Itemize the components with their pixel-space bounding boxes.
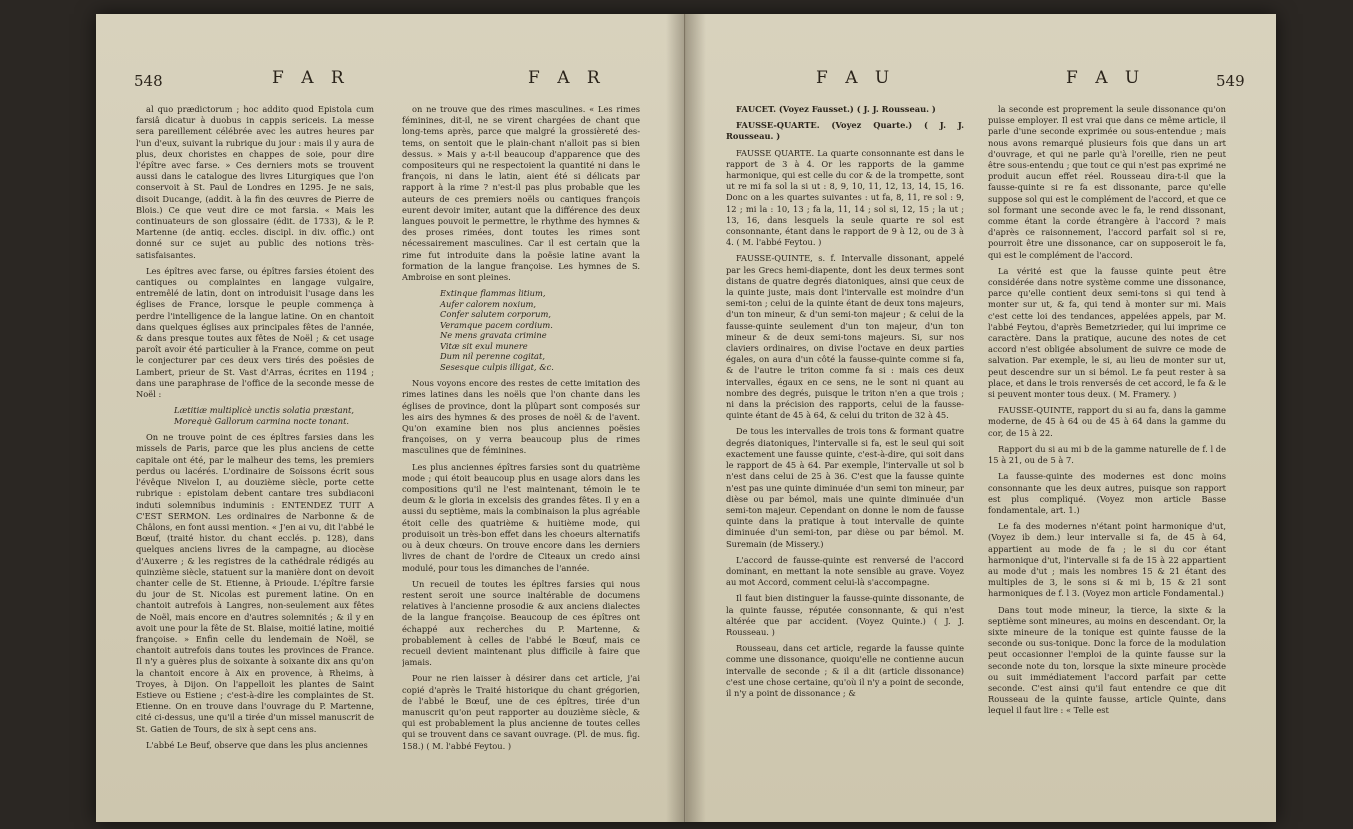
paragraph: Le fa des modernes n'étant point harmonique d'ut, (Voyez ib dem.) leur intervalle si fa, de 45 à 64, appartient au mode de fa ; le si du cor étant harmonique d'ut, l'intervalle si fa de 15 à 22 appartient au mode d'ut ; mais les nombres 15 & 21 étant des multiples de 3, le sons si & mi b, 15 & 21 sont harmoniques de f. l 3. (Voyez mon article Fondamental.) — [988, 521, 1226, 599]
paragraph: Dans tout mode mineur, la tierce, la sixte & la septième sont mineures, au moins en descendant. Or, la sixte mineure de la tonique est quinte fausse de la seconde ou sus-tonique. Donc la force de la modulation peut occasionner l'emploi de la quinte fausse sur la seconde note du ton, lorsque la sixte mineure procède ou suit immédiatement l'accord parfait par cette seconde. C'est ainsi qu'il faut entendre ce que dit Rousseau de la quinte fausse, article Quinte, dans lequel il faut lire : « Telle est — [988, 604, 1226, 716]
paragraph: al quo prædictorum ; hoc addito quod Epistola cum farsiâ dicatur à duobus in cappis sericeis. La messe sera pareillement célébrée avec les autres heures par l'un d'eux, suivant la rubrique du jour : mais il y aura de plus, deux choristes en chappes de soie, pour dire l'épître avec farse. » Ces derniers mots se trouvent aussi dans le catalogue des livres Liturgiques que l'on conservoit à St. Paul de Londres en 1295. Je ne sais, disoit Ducange, (addit. à la fin des œuvres de Pierre de Blois.) Ce que veut dire ce mot farsia. « Mais les continuateurs de son glossaire (édit. de 1733), & le P. Martenne (de antiq. eccles. discipl. in div. offic.) ont donné sur ce sujet au public des notions très-satisfaisantes. — [136, 104, 374, 260]
paragraph: De tous les intervalles de trois tons & formant quatre degrés diatoniques, l'intervalle si fa, est le seul qui soit exactement une fausse quinte, c'est-à-dire, qui soit dans le rapport de 45 à 64. Par exemple, l'intervalle ut sol b n'est dans celui de 25 à 36. C'est que la fausse quinte n'est pas une quinte diminuée d'un semi ton mineur, par dièse ou par bémol, mais une quinte diminuée d'un semi-ton majeur. Cependant on donne le nom de fausse quinte dans la pratique à tout intervalle de quinte diminuée d'un semi-ton, par dièse ou par bémol. M. Suremain (de Missery.) — [726, 426, 964, 549]
paragraph: FAUSSE-QUINTE, s. f. Intervalle dissonant, appelé par les Grecs hemi-diapente, dont les deux termes sont distans de quatre degrés diatoniques, ainsi que ceux de la quinte juste, mais dont l'intervalle est moindre d'un semi-ton ; celui de la quinte étant de deux tons majeurs, d'un ton mineur, & d'un semi-ton majeur ; & celui de la fausse-quinte seulement d'un ton majeur, d'un ton mineur & de deux semi-tons majeurs. Si, sur nos claviers ordinaires, on divise l'octave en deux parties égales, on aura d'un côté la fausse-quinte comme si fa, & de l'autre le triton comme fa si : mais ces deux intervalles, égaux en ce sens, ne le sont ni quant au nombre des degrés, puisque le triton n'en a que trois ; ni dans la précision des rapports, celui de la fausse-quinte étant de 45 à 64, & celui du triton de 32 à 45. — [726, 253, 964, 421]
paragraph: Un recueil de toutes les épîtres farsies qui nous restent seroit une source inaltérable de documens relatives à l'ancienne prosodie & aux anciens dialectes de la langue françoise. Beaucoup de ces épîtres ont échappé aux recherches du P. Martenne, & probablement à celles de l'abbé le Bœuf, mais ce recueil devient maintenant plus difficile à faire que jamais. — [402, 578, 640, 668]
verse-line: Dum nil perenne cogitat, — [440, 351, 545, 362]
left-page — [96, 14, 685, 822]
paragraph: Les plus anciennes épîtres farsies sont du quatrième mode ; qui étoit beaucoup plus en usage alors dans les compositions qu'il ne l'est maintenant, témoin le te deum & le gloria in excelsis des grandes fêtes. Il y en a aussi du septième, mais la combinaison la plus agréable étoit celle des quatrième & huitième mode, qui produisoit un très-bon effet dans les choeurs alternatifs ou à deux chœurs. On trouve encore dans les derniers livres de chant de l'ordre de Citeaux un credo ainsi modulé, pour tous les dimanches de l'année. — [402, 461, 640, 573]
text-column — [988, 104, 1226, 804]
verse-line: Lætitiæ multiplicè unctis solatia præstant, — [174, 405, 354, 416]
verse-line: Sesesque culpis illigat, &c. — [440, 361, 554, 372]
right-page — [686, 14, 1276, 822]
text-column — [402, 104, 640, 804]
paragraph: Rapport du si au mi b de la gamme naturelle de f. l de 15 à 21, ou de 5 à 7. — [988, 443, 1226, 466]
verse-line: Vitæ sit exul munere — [440, 340, 528, 351]
paragraph: L'accord de fausse-quinte est renversé de l'accord dominant, en mettant la note sensible au grave. Voyez au mot Accord, comment celui-là s'accompagne. — [726, 554, 964, 588]
text-column — [726, 104, 964, 804]
verse-line: Morequè Gallorum carmina nocte tonant. — [174, 415, 350, 426]
verse-line: Ne mens gravata crimine — [440, 330, 547, 341]
paragraph: Il faut bien distinguer la fausse-quinte dissonante, de la quinte fausse, réputée consonnante, & qui n'est altérée que par accident. (Voyez Quinte.) ( J. J. Rousseau. ) — [726, 593, 964, 637]
verse-line: Extinque flammas litium, — [440, 288, 546, 299]
running-head: F A U — [1066, 68, 1146, 88]
running-head: F A U — [816, 68, 896, 88]
paragraph: Rousseau, dans cet article, regarde la fausse quinte comme une dissonance, quoiqu'elle ne contienne aucun intervalle de seconde ; & il a dit (article dissonance) c'est une chose certaine, qu'où il n'y a point de seconde, il n'y a point de dissonance ; & — [726, 643, 964, 698]
book-gutter — [666, 14, 706, 822]
paragraph: FAUSSE-QUINTE, rapport du si au fa, dans la gamme moderne, de 45 à 64 ou de 45 à 64 dans la gamme du cor, de 15 à 22. — [988, 405, 1226, 438]
paragraph: on ne trouve que des rimes masculines. « Les rimes féminines, dit-il, ne se virent chargées de chant que long-tems après, parce que malgré la grossièreté des-tems, on sentoit que le plain-chant n'alloit pas si bien dessus. » Mais y a-t-il beaucoup d'apparence que des compositeurs qui ne respectoient la quantité ni dans le françois, ni dans le latin, aient été si délicats par rapport à la rime ? n'est-il pas plus probable que les auteurs de ces premiers noëls ou cantiques françois eurent devoir imiter, autant que la différence des deux langues pouvoit le permettre, le rhythme des hymnes & des proses rimées, dont toutes les rimes sont nécessairement masculines. Car il est certain que la rime fut introduite dans la poësie latine avant la formation de la langue françoise. Les hymnes de S. Ambroise en sont pleines. — [402, 104, 640, 283]
verse-line: Confer salutem corporum, — [440, 309, 551, 320]
dictionary-entry: FAUCET. (Voyez Fausset.) ( J. J. Rousseau. ) — [736, 104, 936, 114]
paragraph: La vérité est que la fausse quinte peut être considérée dans notre système comme une dissonance, parce qu'elle contient deux semi-tons si qui tend à monter sur ut, & fa, qui tend à monter sur mi. Mais c'est cette loi des tendances, appelées appels, par M. l'abbé Feytou, d'après Bemetzrieder, qui lui imprime ce caractère. Dans la pratique, aucune des notes de cet accord n'est obligée absolument de suivre ce mode de salvation. Par exemple, le si, au lieu de monter sur ut, peut descendre sur un si bémol. Le fa peut rester à sa place, et dans le trois renversés de cet accord, le fa & le si peuvent monter tous deux. ( M. Framery. ) — [988, 265, 1226, 400]
paragraph: FAUSSE QUARTE. La quarte consonnante est dans le rapport de 3 à 4. Or les rapports de la gamme harmonique, qui est celle du cor & de la trompette, sont ut re mi fa sol la si ut : 8, 9, 10, 11, 12, 13, 14, 15, 16. Donc on a les quartes suivantes : ut fa, 8, 11, re sol : 9, 12 ; mi la : 10, 13 ; fa la, 11, 14 ; sol si, 12, 15 ; la ut ; 13, 16, dans lesquels la seule quarte re sol est consonnante, étant dans le rapport de 9 à 12, ou de 3 à 4. ( M. l'abbé Feytou. ) — [726, 147, 964, 248]
verse-line: Veramque pacem cordium. — [440, 319, 553, 330]
dictionary-entry: FAUSSE-QUARTE. (Voyez Quarte.) ( J. J. Rousseau. ) — [726, 120, 964, 142]
page-number: 548 — [134, 72, 163, 90]
text-column — [136, 104, 374, 804]
paragraph: On ne trouve point de ces épîtres farsies dans les missels de Paris, parce que les plus anciens de cette capitale ont été, par le malheur des tems, les premiers perdus ou lacérés. L'ordinaire de Soissons écrit sous l'évêque Nivelon I, au douzième siècle, porte cette rubrique : epistolam debent cantare tres subdiaconi induti solemnibus induminis : ENTENDEZ TUIT A C'EST SERMON. Les ordinaires de Narbonne & de Châlons, en font aussi mention. « J'en ai vu, dit l'abbé le Bœuf, (traité histor. du chant ecclés. p. 128), dans quelques anciens livres de la campagne, au diocèse d'Auxerre ; & les registres de la cathédrale rédigés au quinzième siècle, statuent sur la manière dont on devoit chanter celle de St. Etienne, à Prioude. L'épître farsie du jour de St. Nicolas est purement latine. On en chantoit autrefois à Langres, non-seulement aux fêtes de Noël, mais encore en d'autres solemnités ; & il y en avoit une pour la fête de St. Blaise, moitié latine, moitié françoise. » Enfin celle du lendemain de Noël, se chantoit autrefois dans toutes les provinces de France. Il n'y a guères plus de soixante à soixante dix ans qu'on la chantoit encore à Aix en provence, à Rheims, à Troyes, à Dijon. On l'appelloit les plantes de Saint Estieve ou Estiene ; c'est-à-dire les complaintes de St. Etienne. On en trouve dans l'ouvrage du P. Martenne, cité ci-dessus, une qu'il a tirée d'un missel manuscrit de St. Gatien de Tours, de six à sept cens ans. — [136, 432, 374, 734]
book-spread — [96, 14, 1276, 822]
paragraph: la seconde est proprement la seule dissonance qu'on puisse employer. Il est vrai que dans ce même article, il parle d'une seconde exprimée ou sous-entendue ; mais nous avons remarqué plusieurs fois que dans un art d'ouvrage, et qui ne parle qu'à l'oreille, rien ne peut être sous-entendu ; que tout ce qui n'est pas exprimé ne produit aucun effet réel. Rousseau dira-t-il que la fausse-quinte si re fa est dissonante, parce qu'elle suppose sol qui est le complément de l'accord, et que ce sol formant une seconde avec le fa, le rend dissonant, comme étant la corde étrangère à l'accord ? mais d'après ce raisonnement, l'accord parfait sol si re, pourroit être une dissonance, car on supposeroit le fa, qui est le complément de l'accord. — [988, 104, 1226, 260]
page-number: 549 — [1216, 72, 1245, 90]
paragraph: Pour ne rien laisser à désirer dans cet article, j'ai copié d'après le Traité historique du chant grégorien, de l'abbé le Bœuf, une de ces épîtres, tirée d'un manuscrit qu'on peut rapporter au douzième siècle, & qui est probablement la plus ancienne de toutes celles qui se trouvent dans ce savant ouvrage. (Pl. de mus. fig. 158.) ( M. l'abbé Feytou. ) — [402, 673, 640, 751]
running-head: F A R — [528, 68, 606, 88]
paragraph: Les épîtres avec farse, ou épîtres farsies étoient des cantiques ou complaintes en langage vulgaire, entremêlé de latin, dont on introduisit l'usage dans les églises de France, lorsque le peuple commença à perdre l'intelligence de la langue latine. On en chantoit dans quelques églises aux principales fêtes de l'année, & dans presque toutes aux fêtes de Noël ; & cet usage paroît avoir été particulier à la France, comme on peut le conjecturer par ces deux vers tirés des poësies de Lambert, prieur de St. Vast d'Arras, écrites en 1194 ; dans une paraphrase de l'office de la seconde messe de Noël : — [136, 265, 374, 400]
paragraph: La fausse-quinte des modernes est donc moins consonnante que les deux autres, puisque son rapport est plus compliqué. (Voyez mon article Basse fondamentale, art. 1.) — [988, 471, 1226, 515]
verse-line: Aufer calorem noxium, — [440, 298, 537, 309]
paragraph: L'abbé Le Beuf, observe que dans les plus anciennes — [146, 739, 368, 750]
running-head: F A R — [272, 68, 350, 88]
paragraph: Nous voyons encore des restes de cette imitation des rimes latines dans les noëls que l'on chante dans les églises de province, dont la plûpart sont composés sur les airs des hymnes & des proses de noël & de l'avent. Qu'on examine bien nos plus anciennes poësies françoises, on y verra beaucoup plus de rimes masculines que de féminines. — [402, 378, 640, 456]
